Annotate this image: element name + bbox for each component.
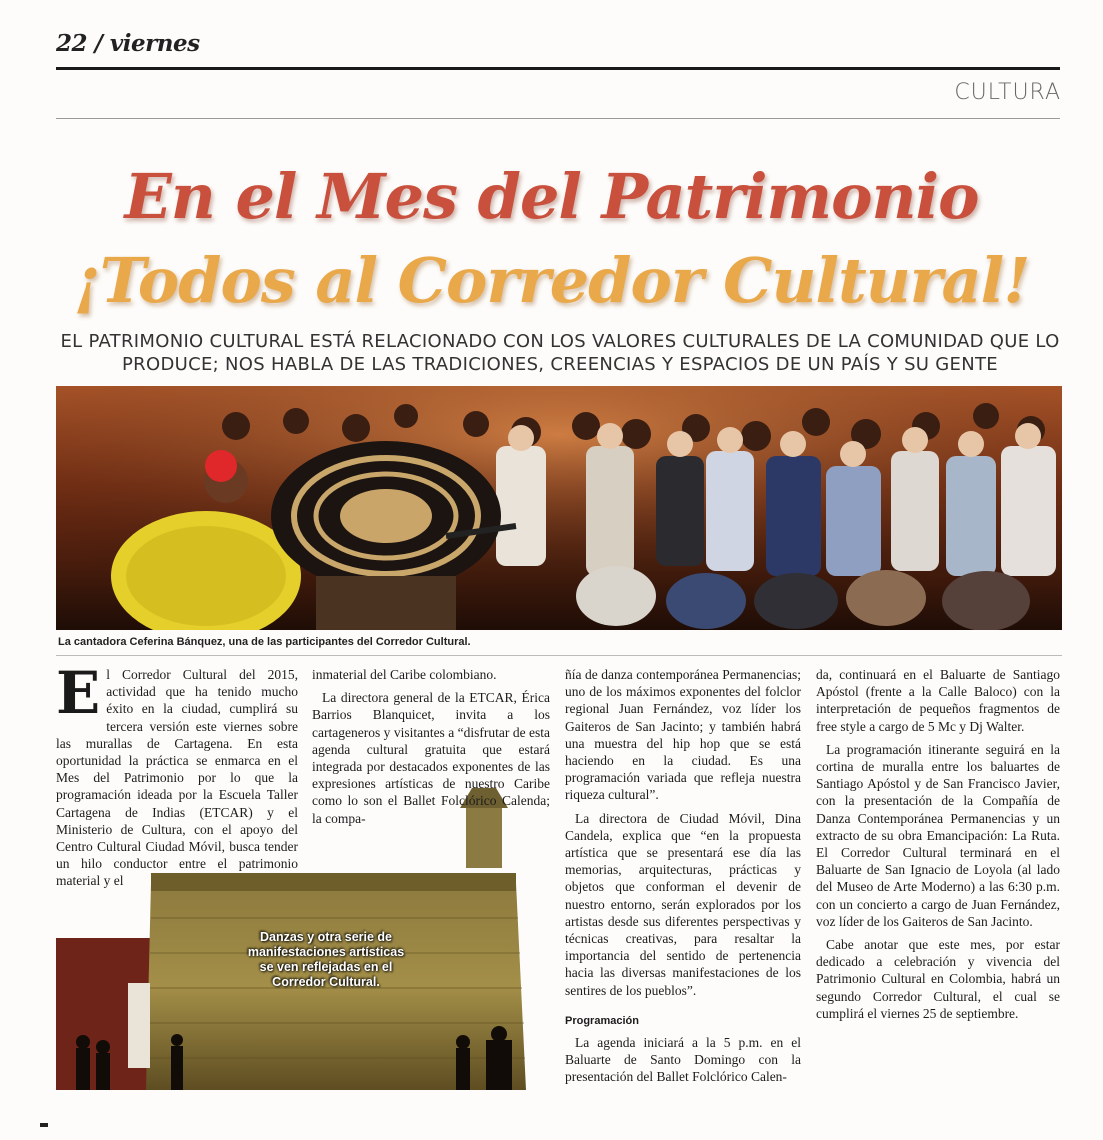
article-paragraph: La agenda iniciará a la 5 p.m. en el Baluarte de Santo Domingo con la presentación del Ballet Folclórico Calen- xyxy=(565,1035,801,1085)
photo-caption: La cantadora Ceferina Bánquez, una de las participantes del Corredor Cultural. xyxy=(58,636,471,648)
paragraph-text: l Corredor Cultural del 2015, actividad que ha tenido mucho éxito en la ciudad, cumplirá su tercera versión este viernes sobre las murallas de Cartagena. En esta oportunidad la práctica se enmarca en el Mes del Patrimonio por lo que la programación ideada por la Escuela Taller Cartagena de Indias (ETCAR) y el Ministerio de Cultura, con el apoyo del Centro Cultural Ciudad Móvil, busca tender un hilo conductor entre el patrimonio material y el xyxy=(56,667,298,889)
article-column-3 xyxy=(565,666,801,1092)
fort-photo-caption: Danzas y otra serie de manifestaciones artísticas se ven reflejadas en el Corredor Cultural. xyxy=(247,930,405,989)
caption-rule xyxy=(56,655,1062,656)
article-column-2 xyxy=(312,666,550,833)
article-column-4 xyxy=(816,666,1060,1028)
article-paragraph: La directora general de la ETCAR, Érica Barrios Blanquicet, invita a los cartageneros y visitantes a “disfrutar de esta agenda cultural gratuita que estará integrada por destacados exponentes de las expresiones artísticas de nuestro Caribe como lo son el Ballet Folclórico Calenda; la compa- xyxy=(312,690,550,826)
subheading: Programación xyxy=(565,1014,639,1027)
article-paragraph: La programación itinerante seguirá en la cortina de muralla entre los baluartes de Santiago Apóstol y de San Francisco Javier, con la presentación de la Compañía de Danza Contemporánea Permanencias y un extracto de su obra Emancipación: La Ruta. El Corredor Cultural terminará en el Baluarte de San Ignacio de Loyola (al lado del Museo de Arte Moderno) a las 6:30 p.m. con un concierto a cargo de Juan Fernández, voz líder de los Gaiteros de San Jacinto. xyxy=(816,741,1060,929)
main-photo xyxy=(56,386,1062,630)
article-paragraph: La directora de Ciudad Móvil, Dina Candela, explica que “en la propuesta artística que se presentará ese día las memorias, arquitecturas, prácticas y objetos que conforman el devenir de nuestro entorno, serán explorados por los artistas desde sus diferentes perspectivas y técnicas creativas, para resaltar la importancia del sentido de pertenencia hacia las diversas manifestaciones de los sentires de los pueblos”. xyxy=(565,810,801,998)
article-paragraph: da, continuará en el Baluarte de Santiago Apóstol (frente a la Calle Baloco) con la interpretación de pequeños fragmentos de free style a cargo de 5 Mc y Dj Walter. xyxy=(816,667,1060,734)
headline-deck: EL PATRIMONIO CULTURAL ESTÁ RELACIONADO CON LOS VALORES CULTURALES DE LA COMUNIDAD QUE LO PRODUCE; NOS HABLA DE LAS TRADICIONES, CREENCIAS Y ESPACIOS DE UN PAÍS Y SU GENTE xyxy=(60,331,1060,375)
headline-line-1: En el Mes del Patrimonio xyxy=(124,160,979,233)
drop-cap: E xyxy=(56,659,101,727)
article-paragraph xyxy=(56,659,298,890)
article-column-1 xyxy=(56,659,298,896)
header-rule xyxy=(56,67,1060,70)
section-label: CULTURA xyxy=(954,80,1061,105)
headline-line-2: ¡Todos al Corredor Cultural! xyxy=(73,244,1030,317)
section-rule xyxy=(56,118,1060,119)
article-paragraph: inmaterial del Caribe colombiano. xyxy=(312,667,497,682)
article-paragraph: ñía de danza contemporánea Permanencias; uno de los máximos exponentes del folclor regional Juan Fernández, voz líder los Gaiteros de San Jacinto; y también habrá una muestra del hip hop que se está haciendo en la ciudad. Es una programación variada que refleja nuestra riqueza cultural”. xyxy=(565,667,801,803)
article-paragraph: Cabe anotar que este mes, por estar dedicado a celebración y vivencia del Patrimonio Cultural en Colombia, habrá un segundo Corredor Cultural, el cual se cumplirá el viernes 25 de septiembre. xyxy=(816,937,1060,1021)
page-number-label: 22 / viernes xyxy=(56,30,200,57)
registration-mark xyxy=(40,1123,48,1127)
